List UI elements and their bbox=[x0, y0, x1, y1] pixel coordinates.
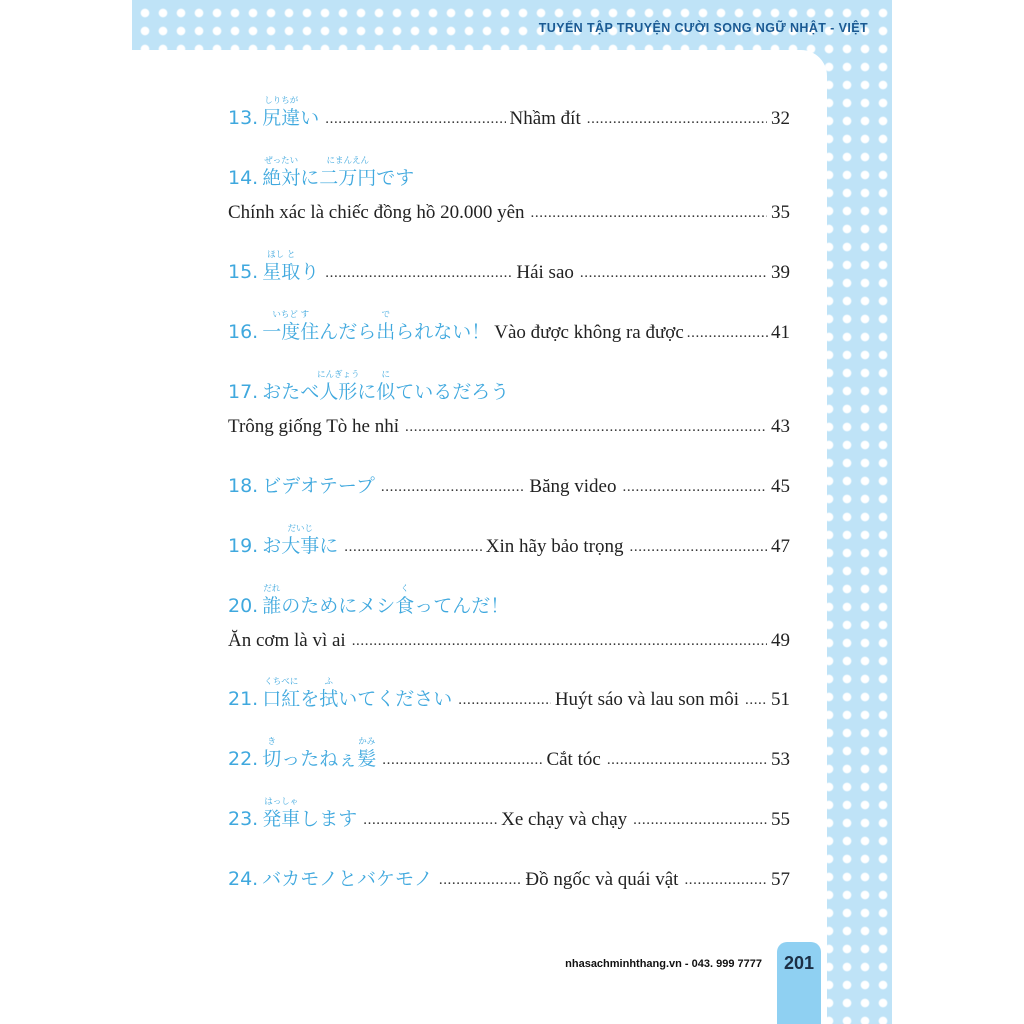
leader-dots bbox=[607, 751, 767, 765]
leader-dots bbox=[633, 811, 767, 825]
footer-contact: nhasachminhthang.vn - 043. 999 7777 bbox=[565, 958, 762, 970]
leader-dots bbox=[382, 751, 542, 765]
page-num: 35 bbox=[771, 202, 790, 223]
toc-entry-24[interactable] bbox=[228, 857, 790, 889]
header-title: TUYỂN TẬP TRUYỆN CƯỜI SONG NGỮ NHẬT - VIỆT bbox=[538, 21, 868, 35]
leader-dots bbox=[531, 204, 767, 218]
leader-dots bbox=[381, 478, 526, 492]
leader-dots bbox=[325, 264, 512, 278]
jp-title: 16. いちど す 一度住んだら で 出られない！ bbox=[228, 310, 491, 343]
vi-title: Xin hãy bảo trọng bbox=[485, 536, 624, 557]
jp-title: 14. ぜったい 絶対に にまんえん 二万円です bbox=[228, 156, 415, 189]
toc-entry-22[interactable] bbox=[228, 737, 790, 769]
vi-title: Xe chạy và chạy bbox=[501, 809, 628, 830]
toc-entry-14[interactable] bbox=[228, 156, 790, 222]
jp-title: 23. はっしゃ 発車します bbox=[228, 797, 358, 830]
leader-dots bbox=[580, 264, 767, 278]
vi-title: Băng video bbox=[529, 476, 617, 497]
jp-title: 13. しりちが 尻違い bbox=[228, 96, 320, 129]
page-num: 45 bbox=[771, 476, 790, 497]
leader-dots bbox=[684, 871, 767, 885]
vi-title: Trông giống Tò he nhỉ bbox=[228, 416, 400, 437]
jp-title: 19. お だいじ 大事に bbox=[228, 524, 339, 557]
vi-title: Vào được không ra được bbox=[494, 322, 684, 343]
page-num: 49 bbox=[771, 630, 790, 651]
page-num: 57 bbox=[771, 869, 791, 890]
jp-title: 18. ビデオテープ bbox=[228, 475, 375, 497]
vi-title: Đồ ngốc và quái vật bbox=[525, 869, 679, 890]
page-num: 53 bbox=[771, 749, 790, 770]
toc-entry-20[interactable] bbox=[228, 584, 790, 650]
jp-title: 20. だれ 誰のためにメシ く 食ってんだ！ bbox=[228, 584, 510, 617]
vi-title: Nhầm đít bbox=[509, 108, 581, 129]
leader-dots bbox=[458, 691, 551, 705]
vi-title: Hái sao bbox=[516, 262, 574, 283]
jp-title: 24. バカモノとバケモノ bbox=[228, 868, 433, 890]
toc-entry-17[interactable] bbox=[228, 370, 790, 436]
leader-dots bbox=[325, 110, 505, 124]
page-num: 41 bbox=[771, 322, 790, 343]
leader-dots bbox=[587, 110, 767, 124]
toc-entry-16[interactable] bbox=[228, 310, 790, 342]
leader-dots bbox=[687, 324, 769, 338]
page-num: 43 bbox=[771, 416, 790, 437]
jp-title: 21. くちべに 口紅を ふ 拭いてください bbox=[228, 677, 453, 710]
leader-dots bbox=[439, 871, 522, 885]
toc-entry-13[interactable] bbox=[228, 96, 790, 128]
leader-dots bbox=[344, 538, 482, 552]
leader-dots bbox=[745, 691, 767, 705]
leader-dots bbox=[630, 538, 768, 552]
page-num: 51 bbox=[771, 689, 790, 710]
page-num: 55 bbox=[771, 809, 791, 830]
toc-entry-23[interactable] bbox=[228, 797, 790, 829]
page-num: 47 bbox=[771, 536, 790, 557]
page-num: 32 bbox=[771, 108, 790, 129]
vi-title: Chính xác là chiếc đồng hồ 20.000 yên bbox=[228, 202, 525, 223]
leader-dots bbox=[363, 811, 497, 825]
toc-entry-18[interactable] bbox=[228, 464, 790, 496]
jp-title: 22. き 切ったねぇ かみ 髪 bbox=[228, 737, 377, 770]
page-number: 201 bbox=[783, 953, 815, 973]
toc-entry-19[interactable] bbox=[228, 524, 790, 556]
jp-title: 15. ほし と 星取り bbox=[228, 250, 320, 283]
page-num: 39 bbox=[771, 262, 791, 283]
jp-title: 17. おたべ にんぎょう 人形に に 似ているだろう bbox=[228, 370, 510, 403]
toc-entry-21[interactable] bbox=[228, 677, 790, 709]
vi-title: Ăn cơm là vì ai bbox=[228, 630, 346, 651]
toc-entry-15[interactable] bbox=[228, 250, 790, 282]
leader-dots bbox=[405, 418, 767, 432]
leader-dots bbox=[622, 478, 767, 492]
vi-title: Huýt sáo và lau son môi bbox=[554, 689, 739, 710]
vi-title: Cắt tóc bbox=[546, 749, 601, 770]
leader-dots bbox=[352, 632, 767, 646]
